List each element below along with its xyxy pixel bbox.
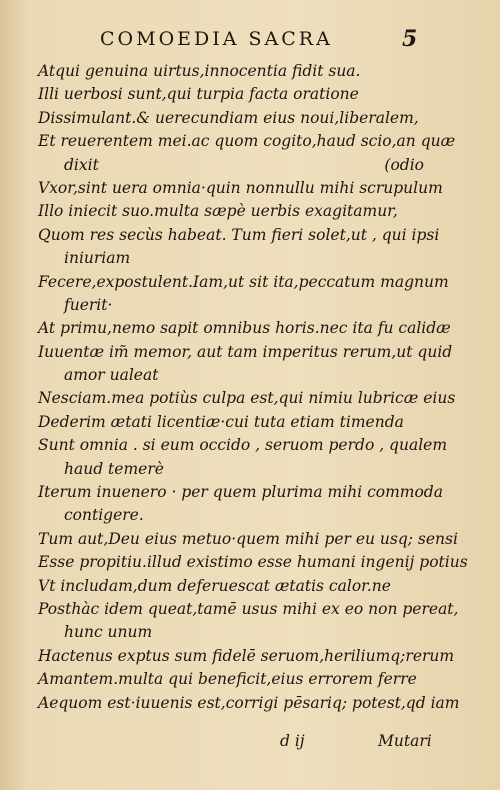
- page-footer: [0, 732, 500, 756]
- text-line-content: hunc unum: [64, 623, 153, 642]
- catchword: Mutari: [378, 732, 432, 750]
- text-line: [38, 504, 438, 527]
- text-line: [38, 247, 438, 270]
- text-line-content: Esse propitiu.illud existimo esse humani ingenij potius: [38, 553, 468, 572]
- text-line: [38, 668, 438, 691]
- text-line-content: Dederim ætati licentiæ·cui tuta etiam timenda: [38, 412, 404, 431]
- text-line-content: haud temerè: [64, 459, 164, 478]
- text-line: [38, 645, 455, 668]
- text-line-content: Atqui genuina uirtus,innocentia fidit sua.: [38, 62, 361, 80]
- text-line-content: dixit: [64, 155, 99, 174]
- text-line: [38, 551, 468, 574]
- text-line-content: iniuriam: [64, 249, 131, 268]
- folio-number: 5: [402, 26, 418, 52]
- text-line: [38, 575, 438, 598]
- text-line: [38, 60, 438, 83]
- text-line-content: Hactenus exptus sum fidelē seruom,heriliumq;rerum: [38, 646, 455, 665]
- text-line: [38, 458, 438, 481]
- text-line-content: Amantem.multa qui beneficit,eius errorem ferre: [38, 670, 417, 689]
- text-line: [38, 598, 459, 621]
- text-line: [38, 317, 451, 340]
- text-line-content: Aequom est·iuuenis est,corrigi pēsariq; potest,qd iam: [38, 693, 460, 712]
- text-line-content: Posthàc idem queat,tamē usus mihi ex eo non pereat,: [38, 599, 459, 618]
- text-line: [38, 692, 460, 715]
- text-line: [38, 621, 438, 644]
- text-line: [38, 387, 456, 410]
- text-line-content: Illo iniecit suo.multa sæpè uerbis exagitamur,: [38, 202, 398, 221]
- text-line-content: Quom res secùs habeat. Tum fieri solet,ut , qui ipsi: [38, 225, 440, 244]
- text-line-content: Illi uerbosi sunt,qui turpia facta oratione: [38, 85, 359, 104]
- verse-text-block: [38, 60, 468, 715]
- text-line-content: Vxor,sint uera omnia·quin nonnullu mihi scrupulum: [38, 178, 443, 197]
- text-line-content: Iuuentæ im̃ memor, aut tam imperitus rerum,ut quid: [38, 342, 453, 361]
- text-line: [38, 154, 438, 177]
- text-line-content: fuerit·: [64, 295, 113, 314]
- text-line-content: Vt includam,dum deferuescat ætatis calor.ne: [38, 576, 391, 595]
- text-line-content: At primu,nemo sapit omnibus horis.nec ita fu calidæ: [38, 319, 451, 338]
- text-line: [38, 130, 456, 153]
- text-line-content: Nesciam.mea potiùs culpa est,qui nimiu lubricæ eius: [38, 389, 456, 408]
- text-line-content: Iterum inuenero · per quem plurima mihi commoda: [38, 483, 443, 502]
- text-line-content: amor ualeat: [64, 366, 159, 385]
- text-line: [38, 481, 443, 504]
- running-head: COMOEDIA SACRA: [100, 28, 333, 50]
- text-line-content: Dissimulant.& uerecundiam eius noui,liberalem,: [38, 108, 419, 127]
- text-line: [38, 411, 438, 434]
- text-line-content: Et reuerentem mei.ac quom cogito,haud scio,an quæ: [38, 132, 456, 151]
- text-line: [38, 200, 438, 223]
- text-line: [38, 434, 448, 457]
- signature-mark: d ij: [280, 732, 305, 750]
- text-line: [38, 177, 443, 200]
- text-line: [38, 83, 438, 106]
- text-line: [38, 271, 449, 294]
- text-line-content: Tum aut,Deu eius metuo·quem mihi per eu usq; sensi: [38, 529, 458, 548]
- text-line-content: Sunt omnia . si eum occido , seruom perdo , qualem: [38, 436, 448, 455]
- text-line-content: contigere.: [64, 506, 144, 525]
- text-line: [38, 224, 438, 247]
- text-line: [38, 294, 438, 317]
- text-line: [38, 528, 458, 551]
- text-line-tail: (odio: [384, 155, 424, 174]
- text-line: [38, 341, 453, 364]
- text-line: [38, 107, 438, 130]
- text-line-content: Fecere,expostulent.Iam,ut sit ita,peccatum magnum: [38, 272, 449, 291]
- page-header: [0, 28, 500, 58]
- text-line: [38, 364, 438, 387]
